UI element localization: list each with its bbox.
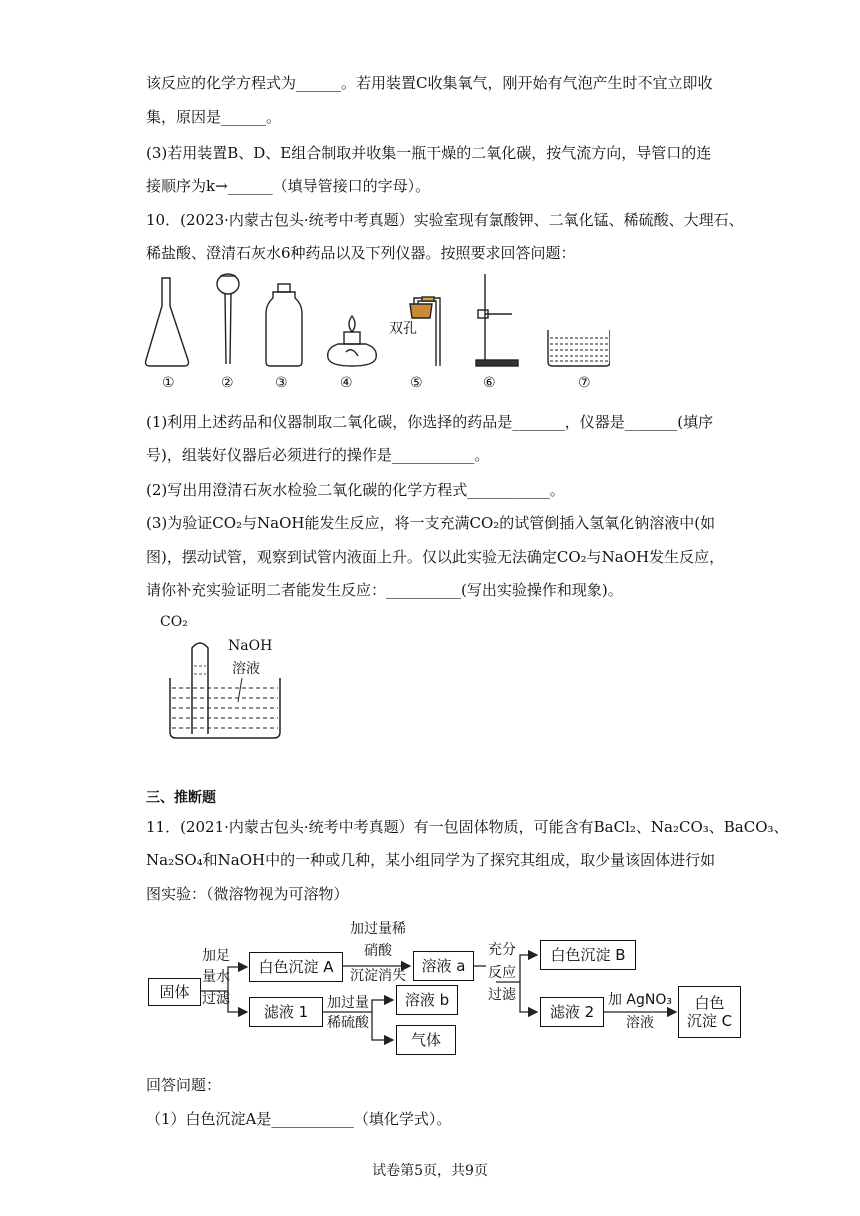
page-footer: 试卷第5页，共9页: [372, 1163, 488, 1179]
flow-step-label: 过滤: [488, 987, 516, 1003]
flow-step-label: 加过量: [327, 995, 369, 1011]
flow-step-label: 稀硫酸: [327, 1015, 369, 1031]
question-10: 10．(2023·内蒙古包头·统考中考真题）实验室现有氯酸钾、二氧化锰、稀硫酸、大理石、: [146, 211, 744, 229]
naoh-label: NaOH: [228, 638, 273, 654]
flow-gas-box: 气体: [396, 1025, 456, 1055]
flow-step-label: 加 AgNO₃: [607, 992, 673, 1008]
flow-step-label: 加足: [202, 948, 230, 964]
flow-step-label: 溶液: [626, 1015, 654, 1031]
flow-solid-box: 固体: [148, 978, 201, 1006]
flow-filtrate-2-box: 滤液 2: [540, 997, 604, 1027]
question-11: 11．(2021·内蒙古包头·统考中考真题）有一包固体物质，可能含有BaCl₂、Na₂CO₃、BaCO₃、: [146, 818, 789, 836]
flow-step-label: 沉淀消失: [350, 968, 406, 984]
co2-label: CO₂: [160, 614, 188, 630]
section-title: 三、推断题: [146, 790, 216, 806]
flow-step-label: 过滤: [202, 991, 230, 1007]
instrument-label: ③: [275, 375, 288, 391]
instrument-label: ⑥: [483, 375, 496, 391]
solution-label: 溶液: [232, 661, 260, 677]
text-line: Na₂SO₄和NaOH中的一种或几种，某小组同学为了探究其组成，取少量该固体进行如: [146, 851, 716, 869]
text-line: (3)为验证CO₂与NaOH能发生反应，将一支充满CO₂的试管倒插入氢氧化钠溶液中(如: [146, 514, 716, 532]
flow-step-label: 充分: [488, 942, 516, 958]
text-line: 请你补充实验证明二者能发生反应：__________(写出实验操作和现象)。: [146, 581, 623, 599]
flow-precipitate-c-line: 白色: [694, 994, 725, 1012]
flow-solution-b-box: 溶液 b: [396, 985, 458, 1015]
text-line: 号)，组装好仪器后必须进行的操作是___________。: [146, 446, 490, 464]
flow-step-label: 量水: [202, 969, 230, 985]
flow-precipitate-c-box: [678, 986, 741, 1038]
stopper-label: 双孔: [389, 321, 417, 337]
instrument-label: ①: [162, 375, 175, 391]
flow-step-label: 硝酸: [364, 943, 392, 959]
text-line: 稀盐酸、澄清石灰水6种药品以及下列仪器。按照要求回答问题：: [146, 244, 576, 262]
text-line: （1）白色沉淀A是___________（填化学式）。: [146, 1110, 452, 1128]
flow-precipitate-a-box: 白色沉淀 A: [249, 952, 343, 982]
text-line: 图)，摆动试管，观察到试管内液面上升。仅以此实验无法确定CO₂与NaOH发生反应，: [146, 548, 725, 566]
text-line: 接顺序为k→______（填导管接口的字母）。: [146, 177, 431, 195]
instrument-label: ②: [221, 375, 234, 391]
text-line: (3)若用装置B、D、E组合制取并收集一瓶干燥的二氧化碳，按气流方向，导管口的连: [146, 144, 712, 162]
flow-step-label: 反应: [488, 965, 516, 981]
text-line: (2)写出用澄清石灰水检验二氧化碳的化学方程式___________。: [146, 481, 565, 499]
flow-solution-a-box: 溶液 a: [413, 951, 474, 981]
flow-filtrate-1-box: 滤液 1: [249, 997, 323, 1027]
text-line: (1)利用上述药品和仪器制取二氧化碳，你选择的药品是_______，仪器是_______(填序: [146, 413, 714, 431]
text-line: 图实验：（微溶物视为可溶物）: [146, 885, 349, 903]
text-line: 该反应的化学方程式为______。若用装置C收集氧气，刚开始有气泡产生时不宜立即收: [146, 74, 713, 92]
text-line: 集，原因是______。: [146, 108, 282, 126]
text-line: 回答问题：: [146, 1076, 222, 1094]
instrument-label: ⑤: [410, 375, 423, 391]
flow-precipitate-c-line: 沉淀 C: [686, 1012, 733, 1030]
flow-precipitate-b-box: 白色沉淀 B: [540, 940, 636, 970]
instrument-label: ④: [340, 375, 353, 391]
flow-step-label: 加过量稀: [350, 921, 406, 937]
instrument-label: ⑦: [578, 375, 591, 391]
